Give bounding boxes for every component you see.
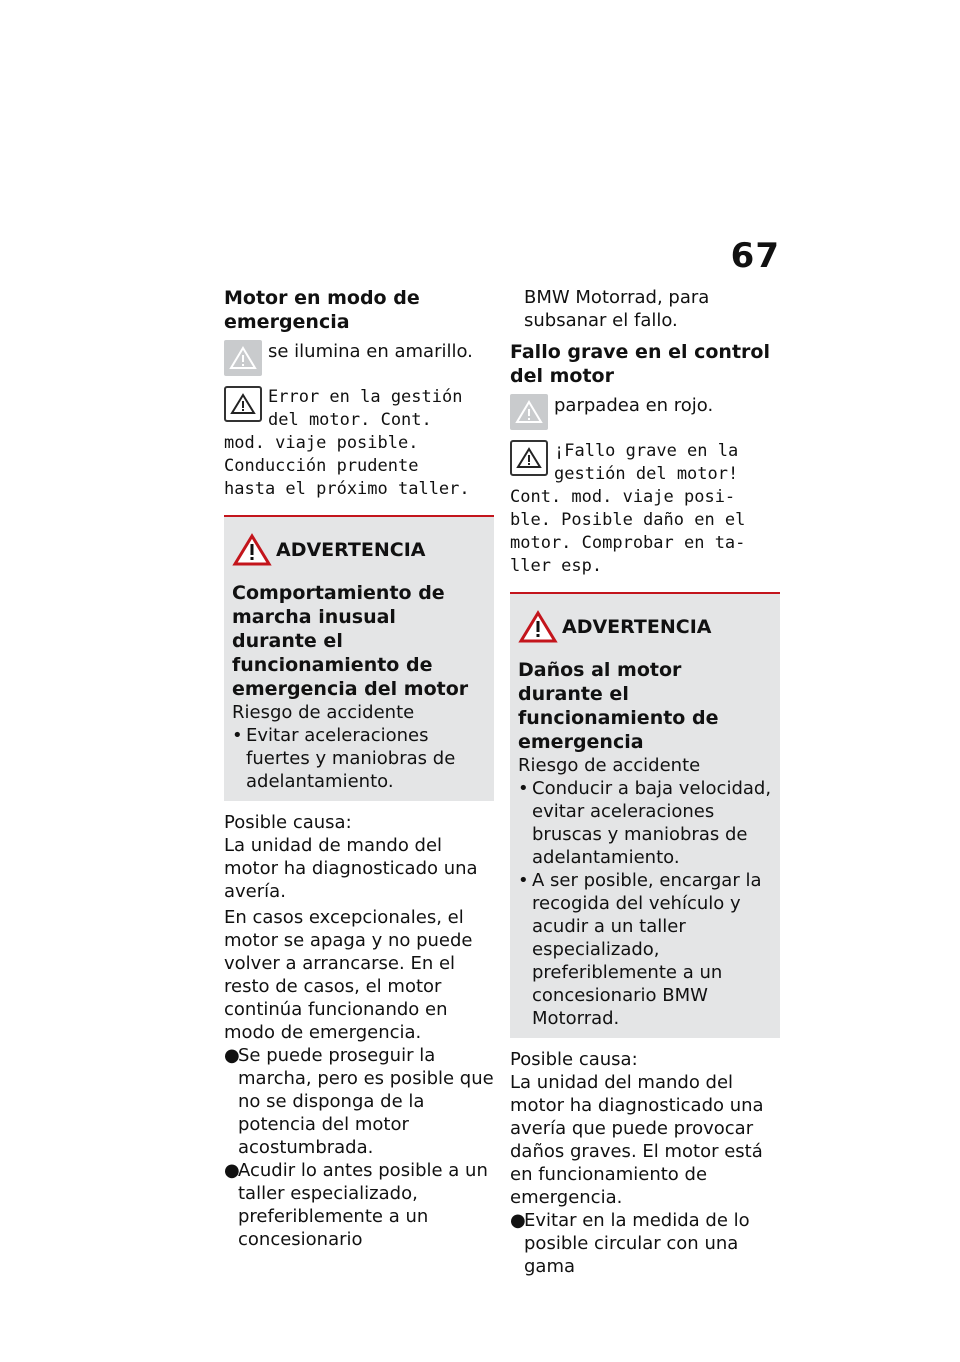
display-message-lines: Error en la gestión del motor. Cont. [268, 387, 463, 430]
action-item: ● Acudir lo antes posible a un taller especializado, preferiblemente a un concesionario [224, 1160, 488, 1250]
cause-paragraph: La unidad del mando del motor ha diagnosticado una avería que puede provocar daños graves. El motor está en funcionamiento de emergencia. [510, 1072, 764, 1208]
caution-triangle-icon [232, 533, 272, 567]
warning-risk: Riesgo de accidente [518, 755, 701, 776]
section-heading-severe-fault: Fallo grave en el control del motor [510, 341, 770, 387]
page-number: 67 [730, 236, 780, 276]
action-item: ● Se puede proseguir la marcha, pero es posible que no se disponga de la potencia del motor acostumbrada. [224, 1045, 494, 1158]
warning-label: ADVERTENCIA [562, 616, 712, 638]
warning-title: Daños al motor durante el funcionamiento de emergencia [518, 659, 719, 753]
section-heading-emergency-mode: Motor en modo de emergencia [224, 287, 420, 333]
cause-paragraph: En casos excepcionales, el motor se apaga y no puede volver a arrancarse. En el resto de casos, el motor continúa funcionando en modo de emergencia. [224, 907, 473, 1043]
cause-label: Posible causa: [224, 812, 352, 833]
display-message [224, 386, 494, 501]
warning-triangle-icon [510, 394, 548, 430]
cause-paragraph: La unidad de mando del motor ha diagnosticado una avería. [224, 835, 478, 902]
warning-bullet: • Evitar aceleraciones fuertes y maniobras de adelantamiento. [232, 725, 456, 792]
indicator-row [224, 340, 494, 376]
warning-triangle-icon [224, 386, 262, 422]
left-column [224, 286, 494, 1251]
warning-label: ADVERTENCIA [276, 539, 426, 561]
display-message-continued: mod. viaje posible. Conducción prudente hasta el próximo taller. [224, 433, 470, 499]
indicator-text: se ilumina en amarillo. [268, 341, 473, 362]
warning-box [224, 515, 494, 801]
display-message-continued: Cont. mod. viaje posi- ble. Posible daño en el motor. Comprobar en ta- ller esp. [510, 487, 746, 576]
continuation-text: BMW Motorrad, para subsanar el fallo. [524, 287, 710, 331]
display-message [510, 440, 780, 578]
warning-triangle-icon [510, 440, 548, 476]
warning-box [510, 592, 780, 1038]
warning-risk: Riesgo de accidente [232, 702, 415, 723]
cause-label: Posible causa: [510, 1049, 638, 1070]
right-column [510, 286, 780, 1278]
indicator-row [510, 394, 780, 430]
warning-triangle-icon [224, 340, 262, 376]
indicator-text: parpadea en rojo. [554, 395, 714, 416]
warning-bullet: • A ser posible, encargar la recogida del vehículo y acudir a un taller especializado, preferiblemente a un concesionario BMW Motorrad. [518, 870, 762, 1029]
warning-title: Comportamiento de marcha inusual durante el funcionamiento de emergencia del motor [232, 582, 469, 700]
display-message-lines: ¡Fallo grave en la gestión del motor! [554, 441, 739, 484]
action-item: ● Evitar en la medida de lo posible circular con una gama [510, 1210, 750, 1277]
caution-triangle-icon [518, 610, 558, 644]
warning-bullet: • Conducir a baja velocidad, evitar aceleraciones bruscas y maniobras de adelantamiento. [518, 778, 772, 868]
